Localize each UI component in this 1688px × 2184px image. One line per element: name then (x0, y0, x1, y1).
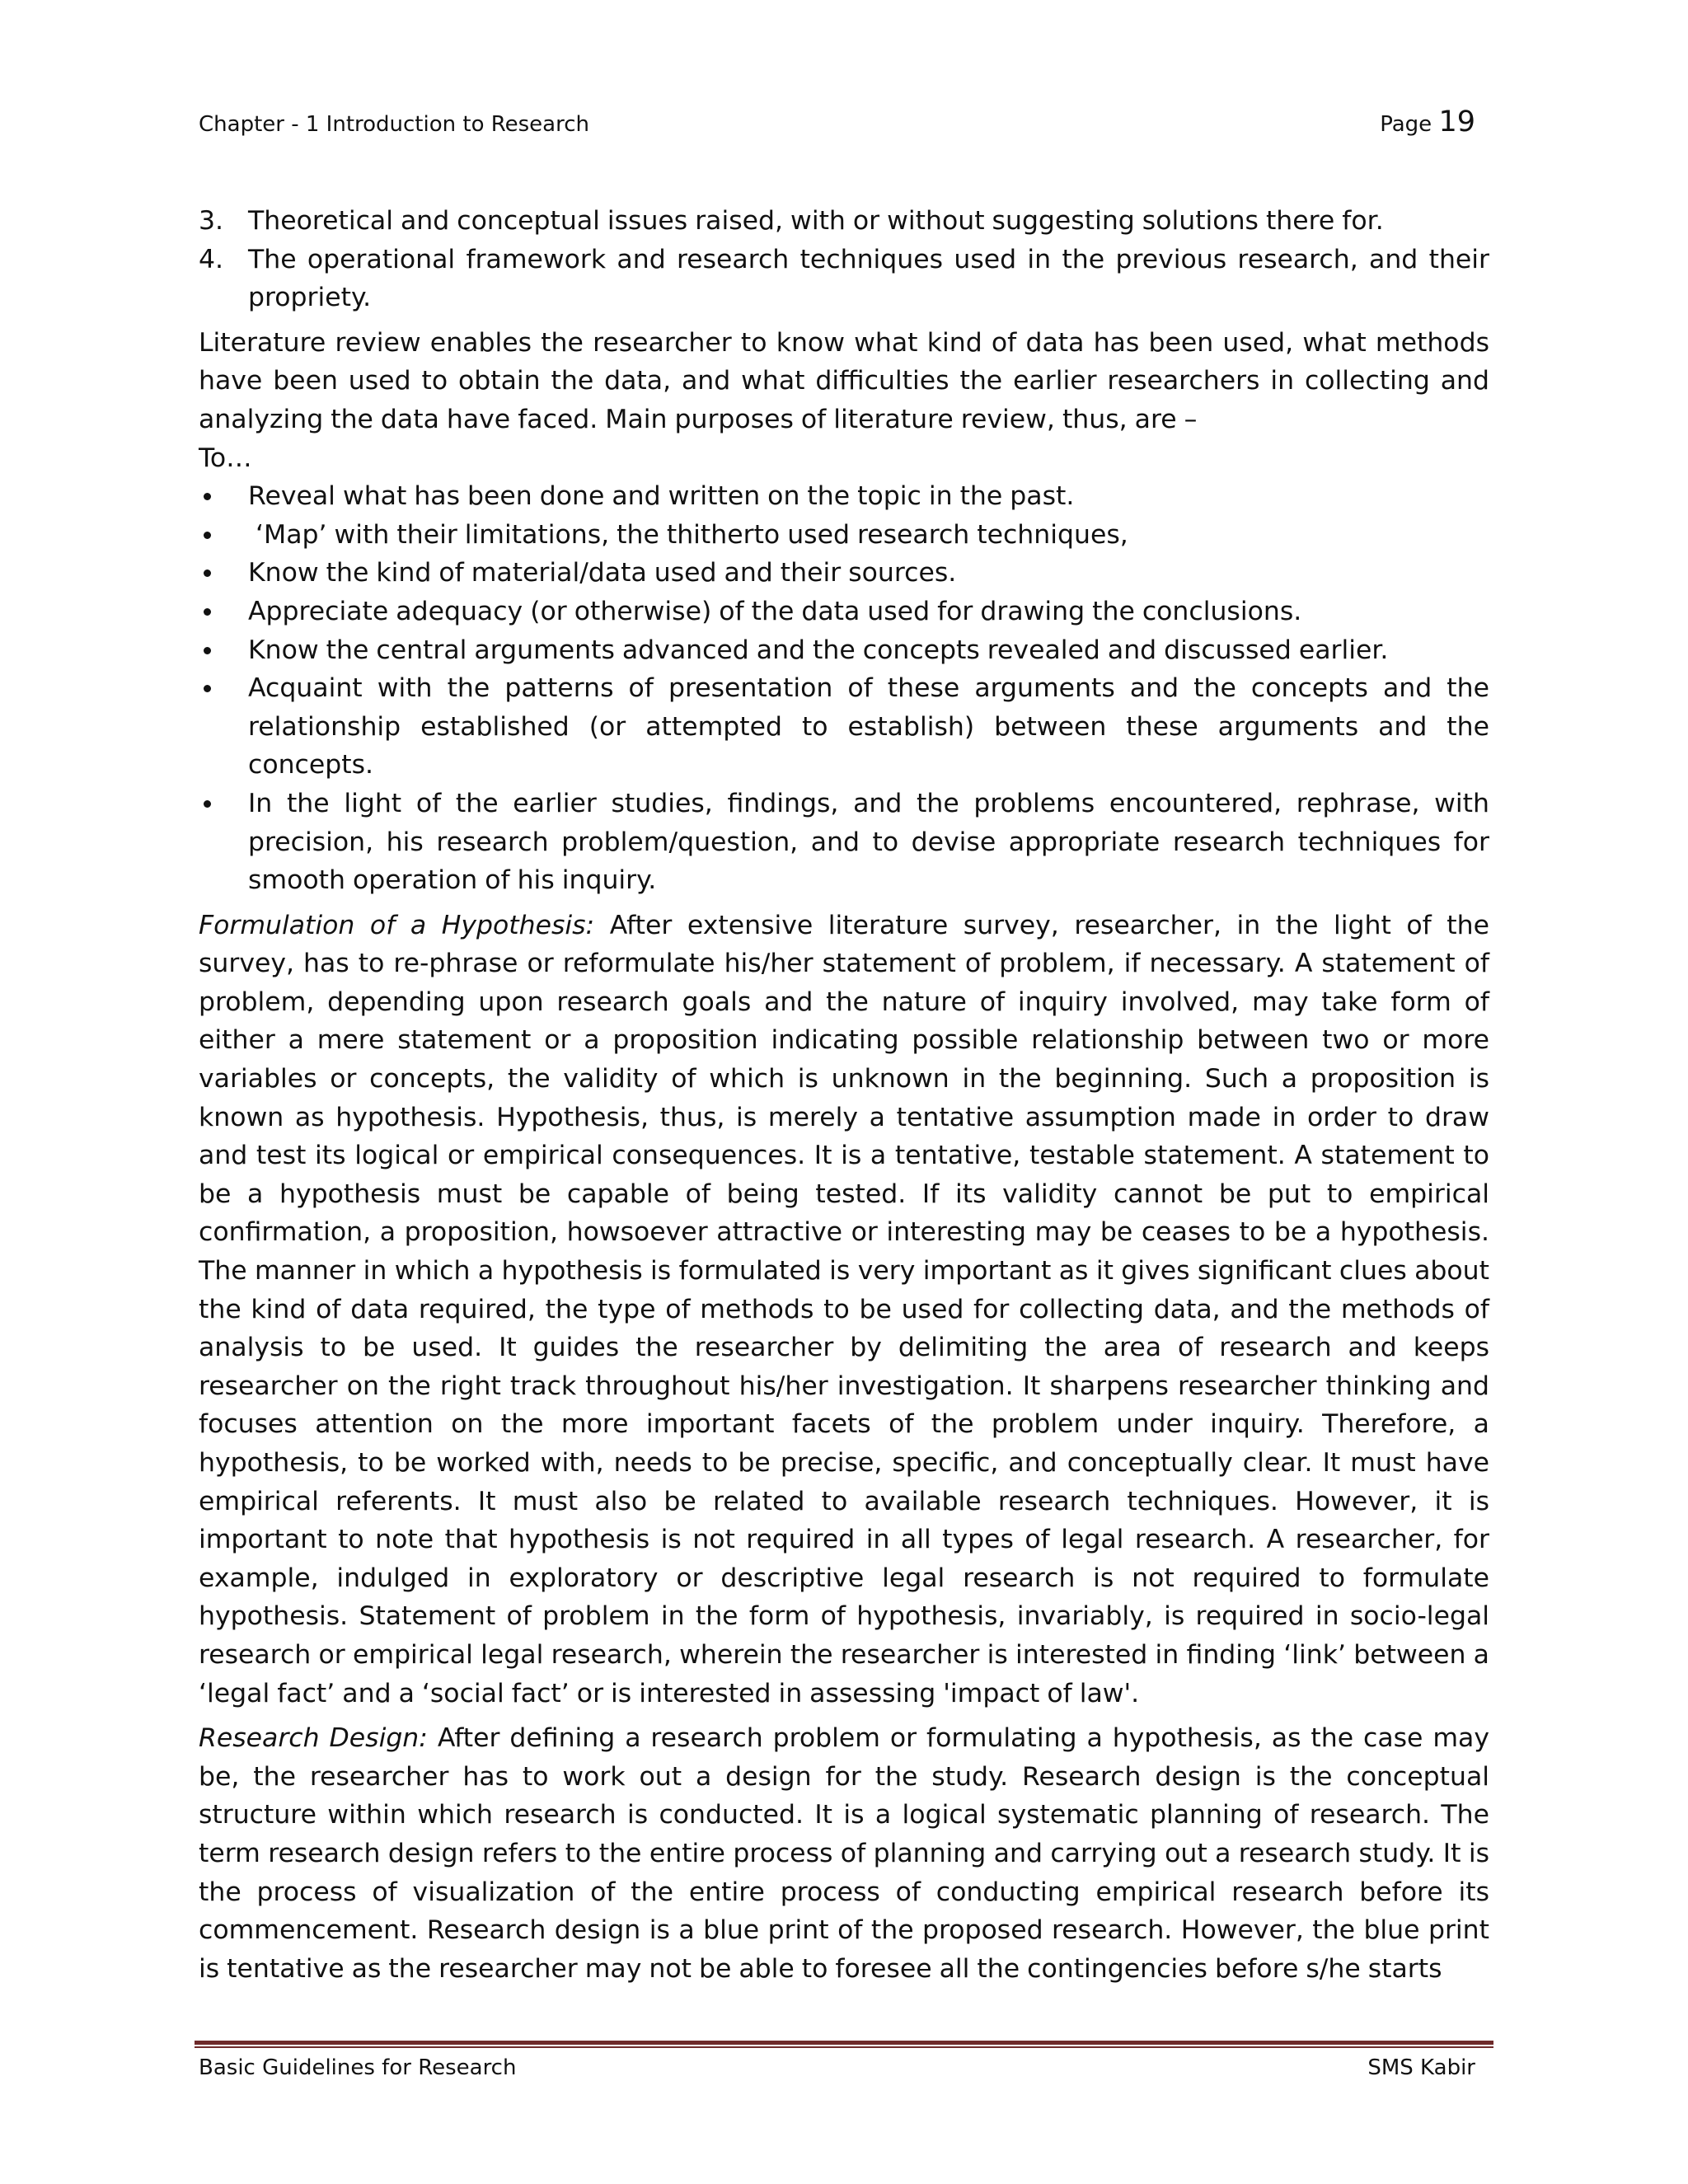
page-header (199, 105, 1475, 142)
footer-divider (195, 2041, 1493, 2049)
list-item: Know the central arguments advanced and the concepts revealed and discussed earlier. (199, 631, 1489, 670)
item-text: The operational framework and research techniques used in the previous research, and their propriety. (248, 244, 1489, 313)
item-number: 4. (199, 244, 224, 274)
author-name: SMS Kabir (1367, 2055, 1475, 2080)
hypothesis-paragraph (199, 907, 1489, 1713)
page-number: 19 (1438, 105, 1475, 138)
page-indicator (1380, 105, 1475, 138)
research-design-body: After defining a research problem or formulating a hypothesis, as the case may be, the researcher has to work out a design for the study. Research design is the conceptual structure within which research is conducted. It is a logical systematic planning of research. The term research design refers to the entire process of planning and carrying out a research study. It is the process of visualization of the entire process of conducting empirical research before its commencement. Research design is a blue print of the proposed research. However, the blue print is tentative as the researcher may not be able to foresee all the contingencies before s/he starts (199, 1723, 1489, 1984)
list-item: Appreciate adequacy (or otherwise) of the data used for drawing the conclusions. (199, 593, 1489, 631)
list-item: Reveal what has been done and written on the topic in the past. (199, 477, 1489, 516)
footer-divider-thick (195, 2041, 1493, 2045)
research-design-paragraph (199, 1719, 1489, 1988)
list-item: ‘Map’ with their limitations, the thitherto used research techniques, (199, 516, 1489, 555)
page-body (199, 202, 1489, 1988)
literature-review-paragraph: Literature review enables the researcher to know what kind of data has been used, what methods have been used to obtain the data, and what difficulties the earlier researchers in collecting and analyzing the data have faced. Main purposes of literature review, thus, are – (199, 327, 1489, 434)
page-label: Page (1380, 112, 1432, 137)
book-title: Basic Guidelines for Research (199, 2055, 517, 2080)
list-item: Know the kind of material/data used and their sources. (199, 554, 1489, 593)
footer-divider-thin (195, 2046, 1493, 2048)
list-item: In the light of the earlier studies, findings, and the problems encountered, rephrase, with precision, his research problem/question, and to devise appropriate research techniques for smooth operation of his inquiry. (199, 785, 1489, 900)
chapter-title: Chapter - 1 Introduction to Research (199, 112, 590, 137)
purposes-list (199, 477, 1489, 900)
item-number: 3. (199, 206, 224, 236)
numbered-list (199, 202, 1489, 317)
research-design-heading: Research Design: (199, 1723, 428, 1754)
hypothesis-body: After extensive literature survey, researcher, in the light of the survey, has to re-phrase or reformulate his/her statement of problem, if necessary. A statement of problem, depending upon research goals and the nature of inquiry involved, may take form of either a mere statement or a proposition indicating possible relationship between two or more variables or concepts, the validity of which is unknown in the beginning. Such a proposition is known as hypothesis. Hypothesis, thus, is merely a tentative assumption made in order to draw and test its logical or empirical consequences. It is a tentative, testable statement. A statement to be a hypothesis must be capable of being tested. If its validity cannot be put to empirical confirmation, a proposition, howsoever attractive or interesting may be ceases to be a hypothesis. The manner in which a hypothesis is formulated is very important as it gives significant clues about the kind of data required, the type of methods to be used for collecting data, and the methods of analysis to be used. It guides the researcher by delimiting the area of research and keeps researcher on the right track throughout his/her investigation. It sharpens researcher thinking and focuses attention on the more important facets of the problem under inquiry. Therefore, a hypothesis, to be worked with, needs to be precise, specific, and conceptually clear. It must have empirical referents. It must also be related to available research techniques. However, it is important to note that hypothesis is not required in all types of legal research. A researcher, for example, indulged in exploratory or descriptive legal research is not required to formulate hypothesis. Statement of problem in the form of hypothesis, invariably, is required in socio-legal research or empirical legal research, wherein the researcher is interested in finding ‘link’ between a ‘legal fact’ and a ‘social fact’ or is interested in assessing 'impact of law'. (199, 910, 1489, 1708)
to-label: To… (199, 443, 252, 473)
list-item (199, 202, 1489, 241)
list-item (199, 241, 1489, 317)
hypothesis-heading: Formulation of a Hypothesis: (199, 910, 595, 940)
item-text: Theoretical and conceptual issues raised, with or without suggesting solutions there for. (248, 206, 1384, 236)
list-item: Acquaint with the patterns of presentation of these arguments and the concepts and the relationship established (or attempted to establish) between these arguments and the concepts. (199, 669, 1489, 785)
